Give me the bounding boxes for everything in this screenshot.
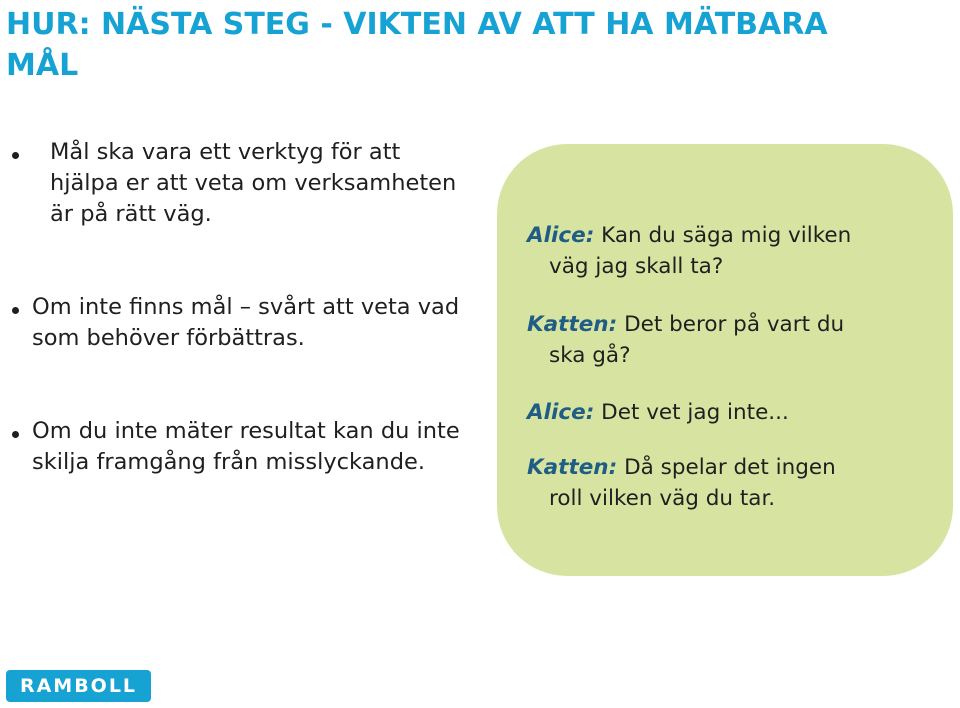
dialogue-text: Det beror på vart du xyxy=(624,312,845,337)
dialogue-text: Det vet jag inte... xyxy=(601,400,789,425)
bullet-dot-icon xyxy=(12,431,19,438)
bullet-text: Om inte finns mål – svårt att veta vad som behöver förbättras. xyxy=(32,294,460,351)
bullet-text: Mål ska vara ett verktyg för att hjälpa er att veta om verksamheten är på rätt väg. xyxy=(50,139,457,227)
dialogue-text-continued: väg jag skall ta? xyxy=(549,254,724,279)
bullet-dot-icon xyxy=(12,152,19,159)
bullet-text: Om du inte mäter resultat kan du inte skilja framgång från misslyckande. xyxy=(32,418,460,475)
dialogue-line xyxy=(527,452,937,514)
ramboll-logo: RAMBOLL xyxy=(6,670,151,702)
dialogue-line xyxy=(527,397,937,428)
speaker-name: Alice: xyxy=(527,400,595,425)
dialogue-text: Då spelar det ingen xyxy=(624,455,836,480)
slide-title: HUR: NÄSTA STEG - VIKTEN AV ATT HA MÄTBARA MÅL xyxy=(6,7,828,83)
speaker-name: Katten: xyxy=(527,455,618,480)
speaker-name: Katten: xyxy=(527,312,618,337)
bullet-item xyxy=(12,137,472,230)
speaker-name: Alice: xyxy=(527,223,595,248)
dialogue-box xyxy=(497,144,953,576)
dialogue-text: Kan du säga mig vilken xyxy=(601,223,852,248)
bullet-item xyxy=(12,292,472,354)
bullet-item xyxy=(12,416,472,478)
dialogue-line xyxy=(527,220,937,282)
bullet-dot-icon xyxy=(12,307,19,314)
dialogue-line xyxy=(527,309,937,371)
dialogue-text-continued: ska gå? xyxy=(549,343,631,368)
dialogue-text-continued: roll vilken väg du tar. xyxy=(549,486,776,511)
